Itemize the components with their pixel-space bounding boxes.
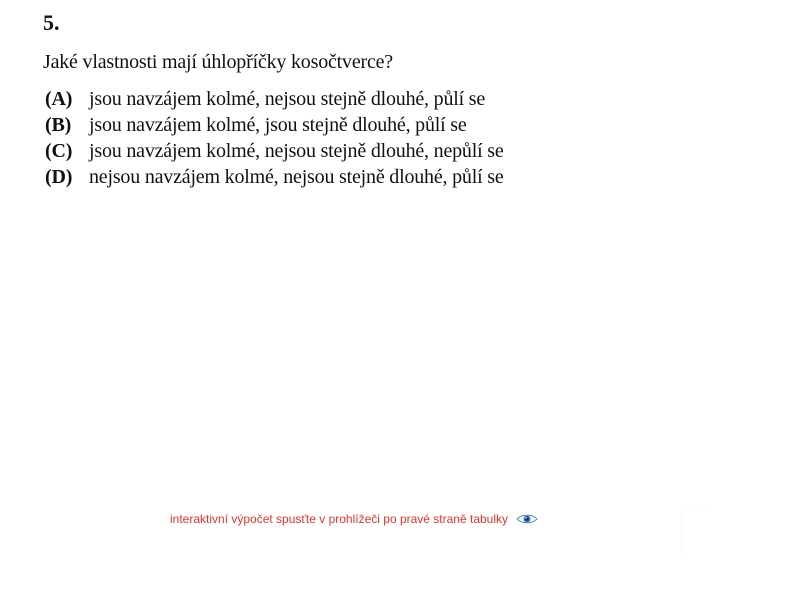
answer-options bbox=[45, 86, 585, 190]
interactive-link[interactable] bbox=[170, 512, 538, 526]
interactive-link-text[interactable]: interaktivní výpočet spusťte v prohlížeči po pravé straně tabulky bbox=[170, 512, 509, 526]
eye-icon[interactable] bbox=[516, 513, 538, 525]
option-d bbox=[45, 164, 585, 190]
question-text: Jaké vlastnosti mají úhlopříčky kosočtverce? bbox=[43, 51, 393, 73]
option-c-label: (C) bbox=[45, 140, 73, 162]
option-b-text: jsou navzájem kolmé, jsou stejně dlouhé, půlí se bbox=[89, 114, 467, 136]
option-a-text: jsou navzájem kolmé, nejsou stejně dlouhé, půlí se bbox=[89, 88, 486, 110]
option-c bbox=[45, 138, 585, 164]
option-c-text: jsou navzájem kolmé, nejsou stejně dlouhé, nepůlí se bbox=[89, 140, 504, 162]
option-a-label: (A) bbox=[45, 88, 73, 110]
option-d-label: (D) bbox=[45, 166, 73, 188]
option-b bbox=[45, 112, 585, 138]
option-b-label: (B) bbox=[45, 114, 72, 136]
question-number: 5. bbox=[43, 10, 60, 35]
faint-scan-mark bbox=[681, 507, 706, 556]
option-a bbox=[45, 86, 585, 112]
option-d-text: nejsou navzájem kolmé, nejsou stejně dlouhé, půlí se bbox=[89, 166, 504, 188]
